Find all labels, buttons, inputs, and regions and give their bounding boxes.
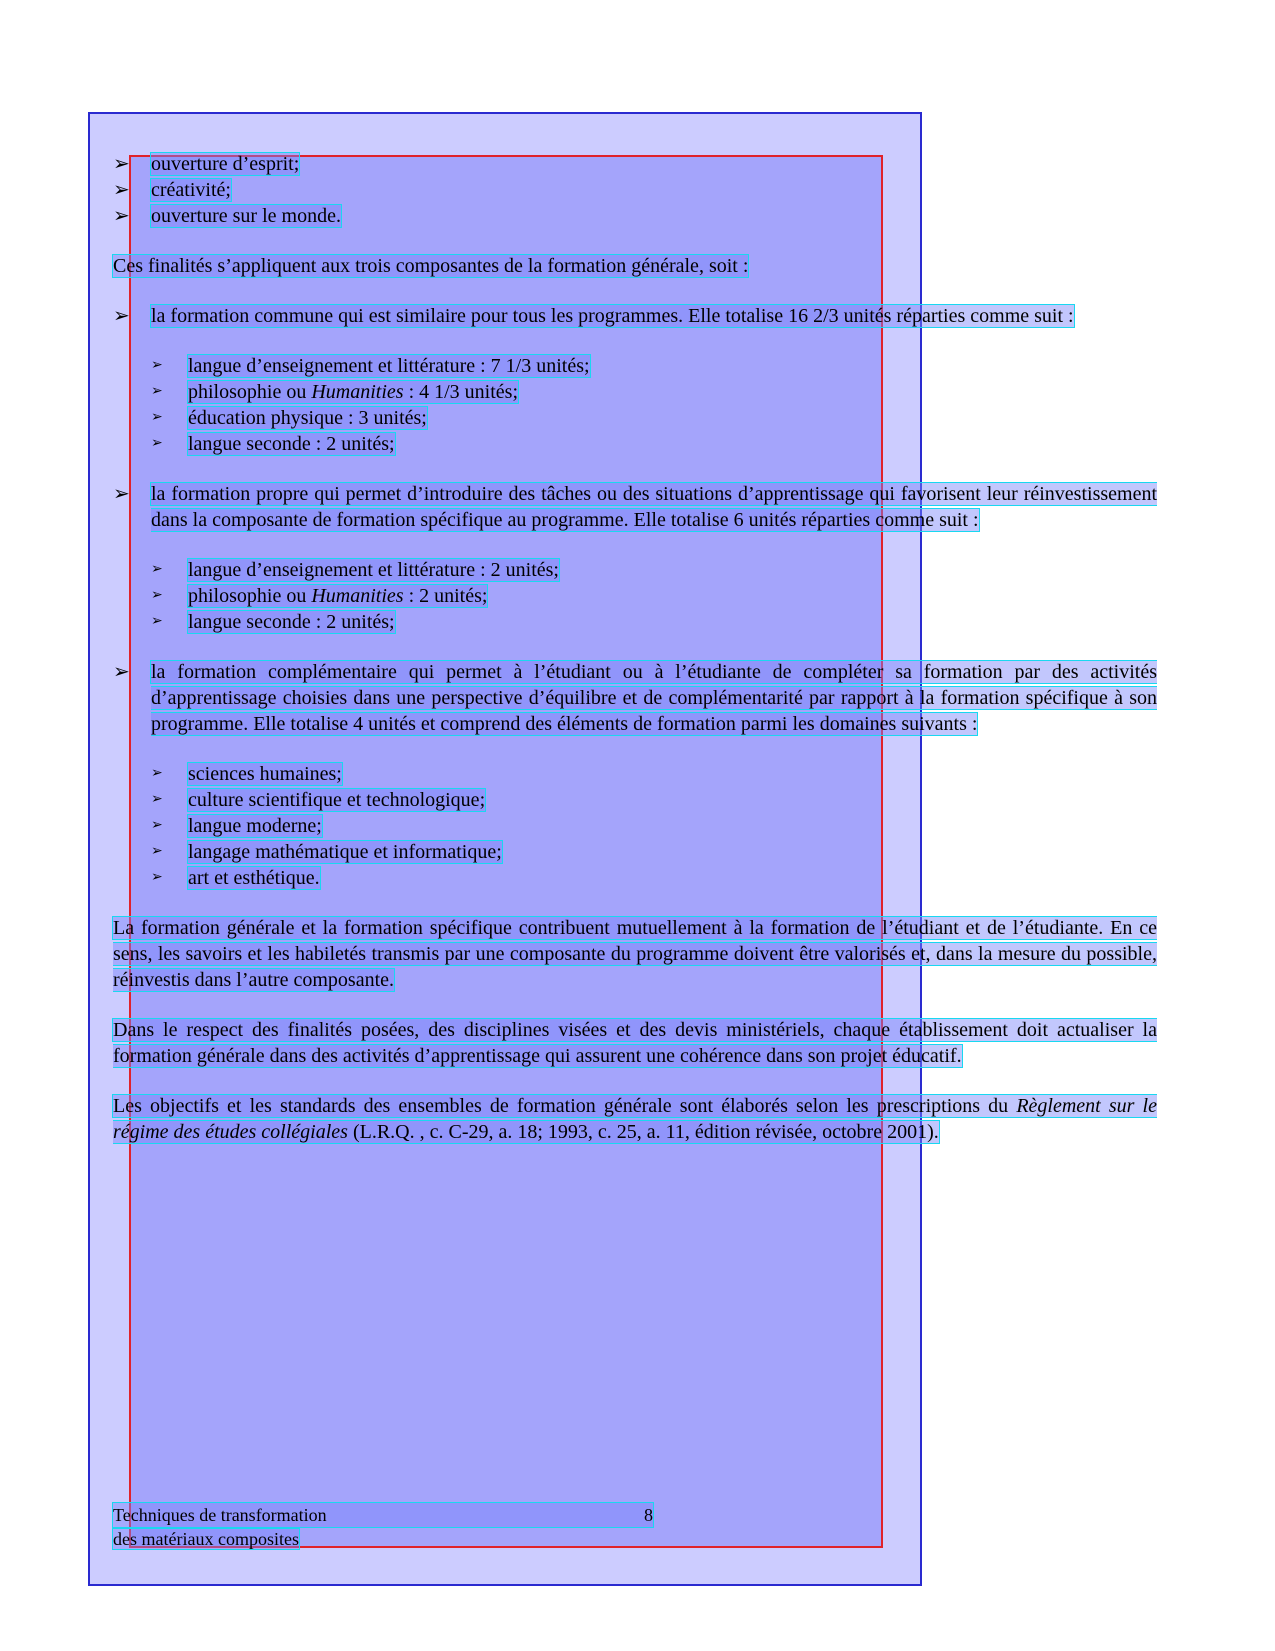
arrow-bullet-icon: ➢	[151, 818, 163, 833]
paragraph-contribution: La formation générale et la formation spécifique contribuent mutuellement à la formation de l’étudiant et de l’étudiante. En ce sens, les savoirs et les habiletés transmis par une composante du programme doivent être valorisés et, dans la mesure du possible, réinvestis dans l’autre composante.	[113, 917, 1157, 991]
finalites-sentence: Ces finalités s’appliquent aux trois composantes de la formation générale, soit :	[113, 255, 749, 277]
arrow-bullet-icon: ➢	[113, 305, 130, 327]
paragraph-reglement: Les objectifs et les standards des ensembles de formation générale sont élaborés selon les prescriptions du Règlement sur le régime des études collégiales (L.R.Q. , c. C-29, a. 18; 1993, c. 25, a. 11, édition révisée, octobre 2001).	[113, 1095, 1157, 1143]
footer-program-subtitle: des matériaux composites	[113, 1529, 299, 1549]
complementaire-sub-4: ➢ langage mathématique et informatique;	[151, 841, 502, 863]
intro-bullet-1: ➢ ouverture d’esprit;	[113, 153, 300, 175]
arrow-bullet-icon: ➢	[151, 436, 163, 451]
propre-sub-2: ➢ philosophie ou Humanities : 2 unités;	[151, 585, 488, 607]
arrow-bullet-icon: ➢	[151, 562, 163, 577]
intro-bullet-2: ➢ créativité;	[113, 179, 231, 201]
arrow-bullet-icon: ➢	[151, 844, 163, 859]
complementaire-sub-5: ➢ art et esthétique.	[151, 867, 320, 889]
page-number: 8	[644, 1505, 653, 1525]
arrow-bullet-icon: ➢	[113, 661, 130, 683]
commune-sub-2: ➢ philosophie ou Humanities : 4 1/3 unités;	[151, 381, 519, 403]
arrow-bullet-icon: ➢	[151, 384, 163, 399]
arrow-bullet-icon: ➢	[113, 179, 130, 201]
arrow-bullet-icon: ➢	[151, 358, 163, 373]
footer-program-title: Techniques de transformation	[113, 1505, 327, 1525]
complementaire-sub-3: ➢ langue moderne;	[151, 815, 322, 837]
arrow-bullet-icon: ➢	[151, 410, 163, 425]
paragraph-etablissement: Dans le respect des finalités posées, des disciplines visées et des devis ministériels, chaque établissement doit actualiser la formation générale dans des activités d’apprentissage qui assurent une cohérence dans son projet éducatif.	[113, 1019, 1157, 1067]
arrow-bullet-icon: ➢	[151, 870, 163, 885]
propre-sub-1: ➢ langue d’enseignement et littérature : 2 unités;	[151, 559, 559, 581]
page-footer	[113, 1503, 653, 1551]
propre-sub-3: ➢ langue seconde : 2 unités;	[151, 611, 395, 633]
arrow-bullet-icon: ➢	[151, 614, 163, 629]
commune-sub-1: ➢ langue d’enseignement et littérature : 7 1/3 unités;	[151, 355, 590, 377]
intro-bullet-3: ➢ ouverture sur le monde.	[113, 205, 341, 227]
arrow-bullet-icon: ➢	[151, 766, 163, 781]
commune-item: ➢ la formation commune qui est similaire pour tous les programmes. Elle totalise 16 2/3 unités réparties comme suit :	[113, 305, 1074, 327]
propre-item: ➢ la formation propre qui permet d’introduire des tâches ou des situations d’apprentissage qui favorisent leur réinvestissement dans la composante de formation spécifique au programme. Elle totalise 6 unités réparties comme suit :	[113, 483, 1157, 531]
complementaire-sub-2: ➢ culture scientifique et technologique;	[151, 789, 486, 811]
complementaire-sub-1: ➢ sciences humaines;	[151, 763, 342, 785]
commune-sub-3: ➢ éducation physique : 3 unités;	[151, 407, 427, 429]
footer-line-2	[113, 1527, 653, 1551]
arrow-bullet-icon: ➢	[113, 483, 130, 505]
arrow-bullet-icon: ➢	[113, 205, 130, 227]
commune-sub-4: ➢ langue seconde : 2 unités;	[151, 433, 395, 455]
arrow-bullet-icon: ➢	[113, 153, 130, 175]
complementaire-item: ➢ la formation complémentaire qui permet à l’étudiant ou à l’étudiante de compléter sa formation par des activités d’apprentissage choisies dans une perspective d’équilibre et de complémentarité par rapport à la formation spécifique à son programme. Elle totalise 4 unités et comprend des éléments de formation parmi les domaines suivants :	[113, 661, 1157, 735]
document-body	[113, 151, 1157, 1145]
footer-line-1	[113, 1503, 653, 1527]
arrow-bullet-icon: ➢	[151, 588, 163, 603]
arrow-bullet-icon: ➢	[151, 792, 163, 807]
